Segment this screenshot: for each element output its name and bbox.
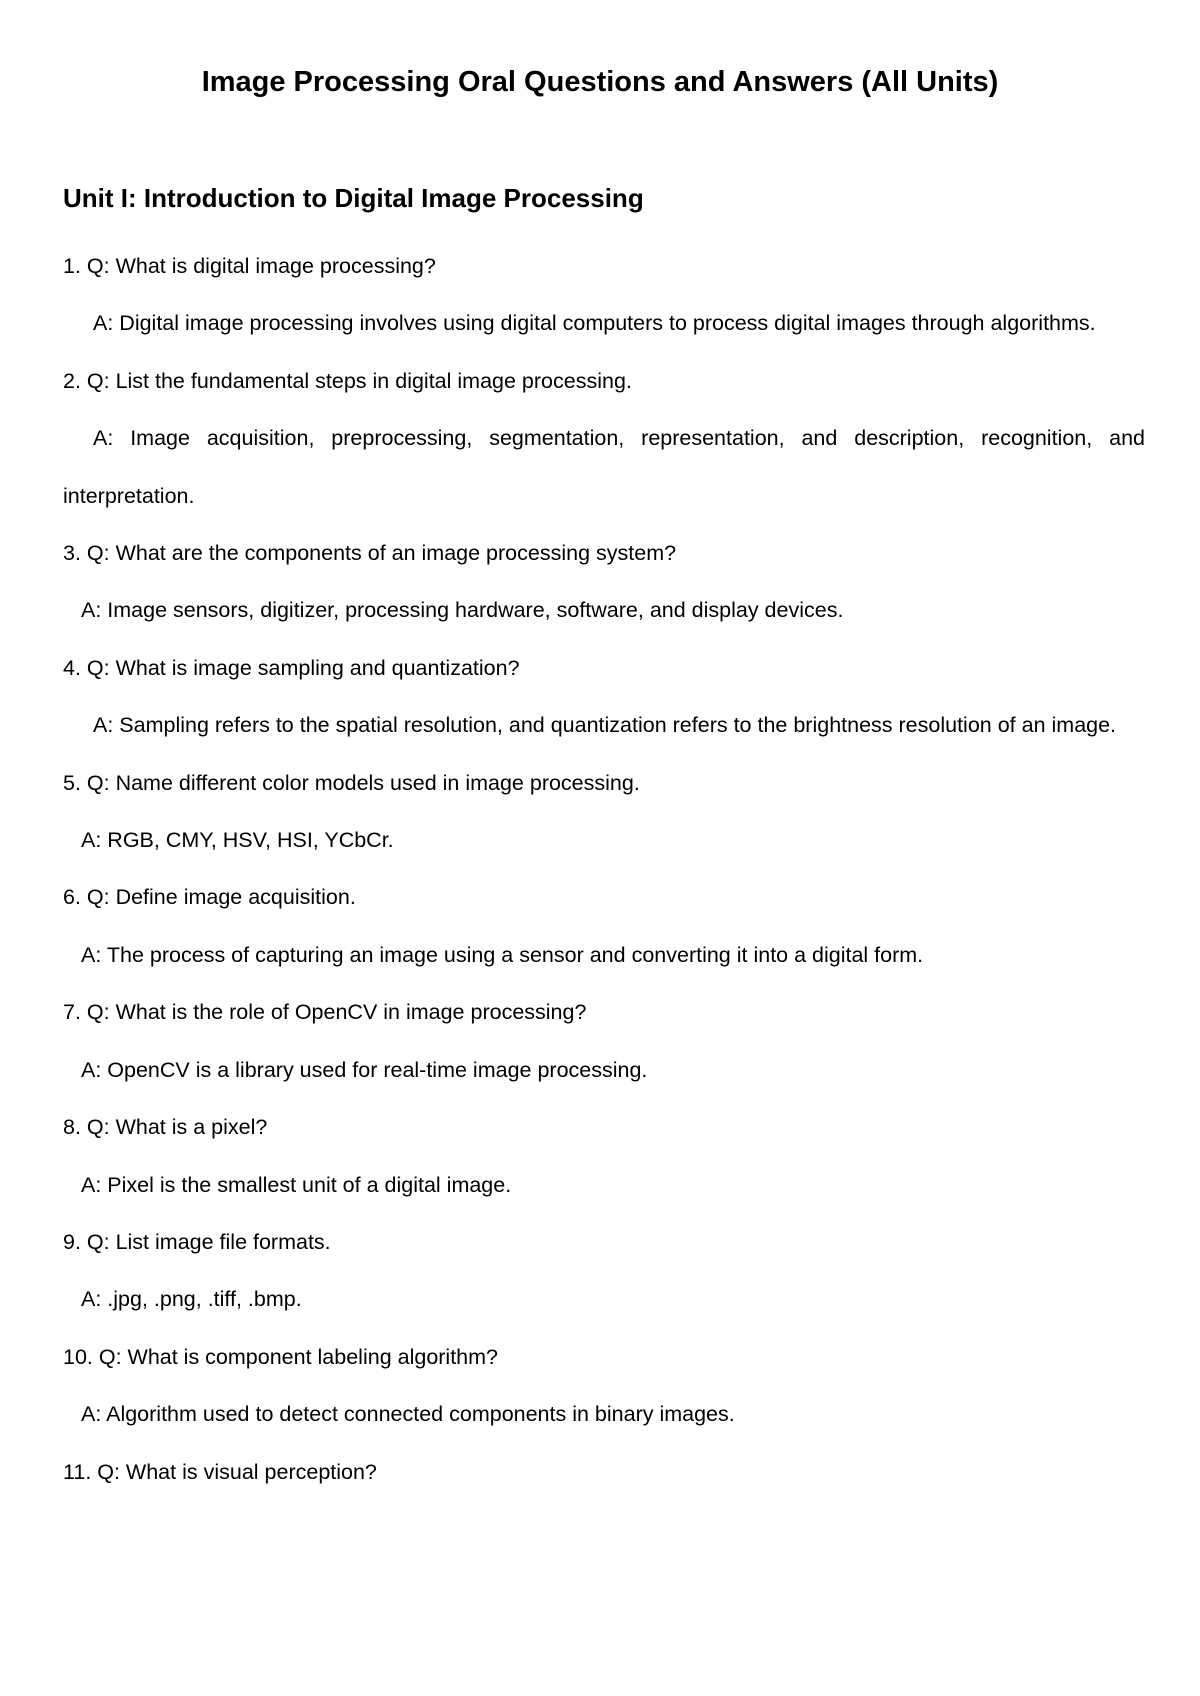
question-4: 4. Q: What is image sampling and quantization?: [63, 655, 520, 680]
question-2: 2. Q: List the fundamental steps in digital image processing.: [63, 368, 632, 393]
question-10: 10. Q: What is component labeling algorithm?: [63, 1344, 499, 1369]
question-3: 3. Q: What are the components of an image processing system?: [63, 541, 677, 566]
qa-list: [63, 238, 1145, 1501]
answer-2: A: Image acquisition, preprocessing, segmentation, representation, and description, recognition, and interpretation.: [63, 426, 1145, 508]
document-title: Image Processing Oral Questions and Answers (All Units): [201, 66, 999, 98]
unit-heading: Unit I: Introduction to Digital Image Processing: [63, 183, 644, 213]
question-9: 9. Q: List image file formats.: [63, 1229, 331, 1254]
question-1: 1. Q: What is digital image processing?: [63, 254, 436, 278]
answer-1: A: Digital image processing involves using digital computers to process digital images through algorithms.: [93, 311, 1096, 336]
question-6: 6. Q: Define image acquisition.: [63, 885, 356, 910]
answer-6: A: The process of capturing an image using a sensor and converting it into a digital form.: [81, 942, 924, 967]
answer-10: A: Algorithm used to detect connected components in binary images.: [81, 1402, 735, 1427]
answer-8: A: Pixel is the smallest unit of a digital image.: [81, 1172, 512, 1197]
question-5: 5. Q: Name different color models used in image processing.: [63, 770, 640, 795]
answer-3: A: Image sensors, digitizer, processing hardware, software, and display devices.: [81, 598, 844, 623]
question-7: 7. Q: What is the role of OpenCV in image processing?: [63, 1000, 587, 1025]
answer-4: A: Sampling refers to the spatial resolution, and quantization refers to the brightness resolution of an image.: [93, 713, 1117, 738]
question-8: 8. Q: What is a pixel?: [63, 1115, 268, 1140]
answer-5: A: RGB, CMY, HSV, HSI, YCbCr.: [81, 828, 394, 853]
answer-9: A: .jpg, .png, .tiff, .bmp.: [81, 1287, 302, 1312]
answer-7: A: OpenCV is a library used for real-time image processing.: [81, 1057, 648, 1082]
question-11: 11. Q: What is visual perception?: [63, 1459, 377, 1484]
